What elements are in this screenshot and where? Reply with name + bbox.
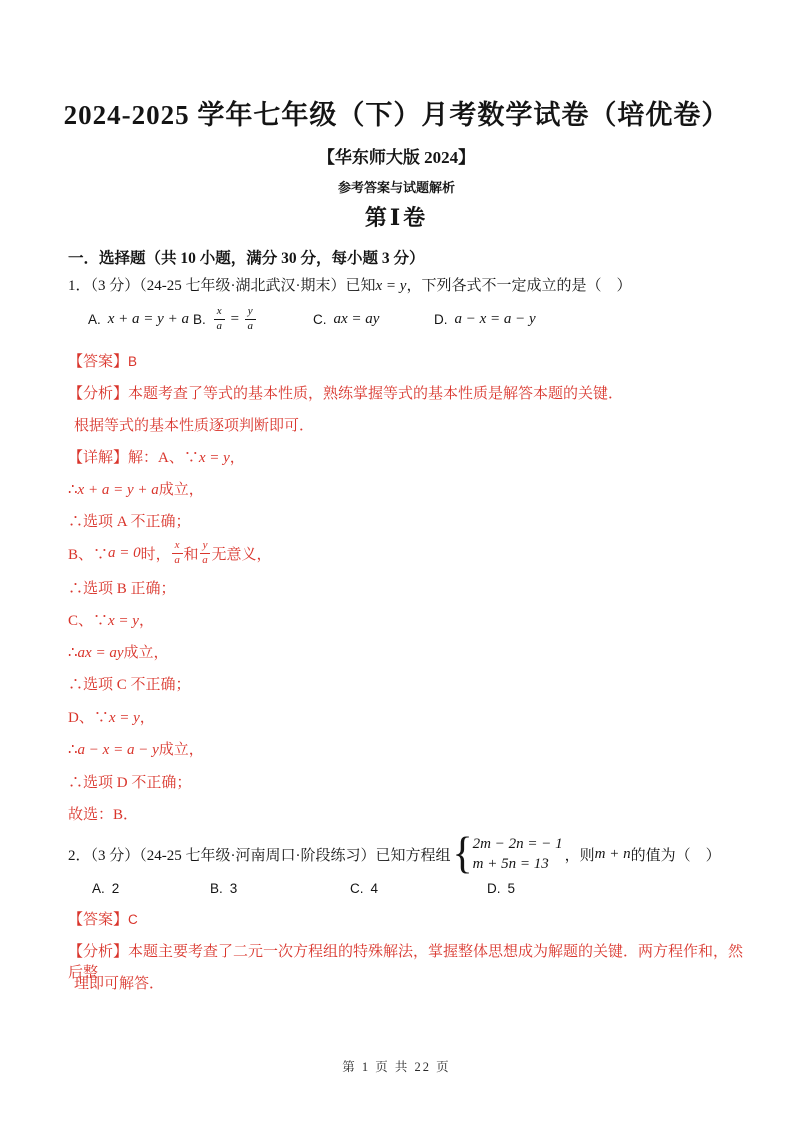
q1-option-a-math: x + a = y + a [107,310,189,327]
q2-option-c-value: 4 [370,880,379,896]
q1-option-b-frac1: $\frac{x}{a}$ [214,306,225,332]
q1-detail-line1: 【详解】解：A、∵x = y， [68,450,245,466]
q2-option-b [210,876,244,900]
q1-answer-line [68,350,753,371]
q2-option-c [350,876,385,900]
q1-detail-line2: ∴x + a = y + a成立， [68,482,204,498]
q1-option-d-label: D. [434,311,448,327]
q1-detail-line11: ∴选项 D 不正确； [68,775,192,791]
q1-detail-line7: ∴ax = ay成立， [68,645,169,661]
question-2-stem [68,826,753,882]
q1-option-a-label: A. [88,311,101,327]
q1-detail-tag: 【详解】 [68,450,129,466]
q1-detail-line5: ∴选项 B 正确； [68,581,176,597]
q1-detail-line3: ∴选项 A 不正确； [68,514,191,530]
q1-option-b [193,298,257,340]
q2-option-b-value: 3 [229,880,238,896]
q1-option-b-label: B. [193,311,206,327]
q1-answer-value: B [128,354,138,369]
q2-answer-value: C [128,912,138,927]
q1-detail-line6: C、∵x = y， [68,613,154,629]
q2-stem-prefix: 2．（3 分）（24-25 七年级·河南周口·阶段练习）已知方程组 [68,847,451,864]
q1-detail-frac2: $\frac{y}{a}$ [200,540,211,566]
q2-stem-math: m + n [594,845,631,862]
q1-detail-line12: 故选：B． [68,807,139,823]
q1-option-c-label: C. [313,311,327,327]
q1-option-a [88,298,189,340]
q1-stem-suffix: ，下列各式不一定成立的是（ ） [406,278,632,294]
q1-answer-tag: 【答案】 [68,354,129,370]
q2-stem-mid: ，则 [564,847,595,864]
document-edition: 【华东师大版 2024】 [317,148,476,167]
q1-analysis-line1: 【分析】本题考查了等式的基本性质，熟练掌握等式的基本性质是解答本题的关键． [68,386,624,402]
q2-option-c-label: C. [350,880,364,896]
question-1-options [68,298,753,340]
q1-option-b-equals: = [229,310,240,327]
q1-stem-prefix: 1．（3 分）（24-25 七年级·湖北武汉·期末）已知 [68,278,376,294]
q2-option-a-value: 2 [111,880,120,896]
q1-detail-line4: B、∵ a = 0 时， $\frac{x}{a}$ 和 $\frac{y}{a}$ 无意义， [68,538,272,566]
q1-stem-math: x = y [375,278,407,294]
q2-option-d [487,876,522,900]
document-title: 2024-2025 学年七年级（下）月考数学试卷（培优卷） [63,100,730,130]
q2-system-brace: { [452,829,473,879]
q1-analysis-line2: 根据等式的基本性质逐项判断即可． [74,418,315,434]
question-2-options [68,876,753,900]
q1-detail-line9: D、∵x = y， [68,710,155,726]
q1-option-d-math: a − x = a − y [454,310,536,327]
q1-detail-line10: ∴a − x = a − y成立， [68,742,204,758]
document-subtitle: 参考答案与试题解析 [337,180,455,195]
q2-equation-system [452,829,563,879]
page-number-footer: 第 1 页 共 22 页 [342,1060,451,1074]
q1-option-c [313,298,379,340]
question-1-stem [68,274,753,295]
q2-stem-suffix: 的值为（ ） [630,847,721,864]
q2-equation-1: 2m − 2n = − 1 [472,835,563,852]
section-heading: 一．选择题（共 10 小题，满分 30 分，每小题 3 分） [68,250,425,267]
q1-analysis-tag: 【分析】 [68,386,129,402]
q2-analysis-tag: 【分析】 [68,944,129,960]
q2-option-a-label: A. [92,880,105,896]
q1-detail-line8: ∴选项 C 不正确； [68,677,191,693]
q1-option-b-frac2: $\frac{y}{a}$ [245,306,256,332]
q2-analysis-line2: 理即可解答． [74,976,165,992]
q2-option-b-label: B. [210,880,223,896]
q1-option-c-math: ax = ay [333,310,380,327]
part-title: 第Ⅰ卷 [364,205,429,230]
q1-option-d [434,298,536,340]
q2-answer-line [68,908,753,929]
q2-option-d-label: D. [487,880,501,896]
q2-equation-2: m + 5n = 13 [472,856,549,872]
q2-answer-tag: 【答案】 [68,912,129,928]
q1-detail-frac1: $\frac{x}{a}$ [172,540,183,566]
q2-option-a [92,876,126,900]
q2-analysis-line1: 【分析】本题主要考查了二元一次方程组的特殊解法，掌握整体思想成为解题的关键．两方程作和，然后整 [68,944,744,981]
q2-system-equations [473,834,563,875]
q2-option-d-value: 5 [507,880,516,896]
